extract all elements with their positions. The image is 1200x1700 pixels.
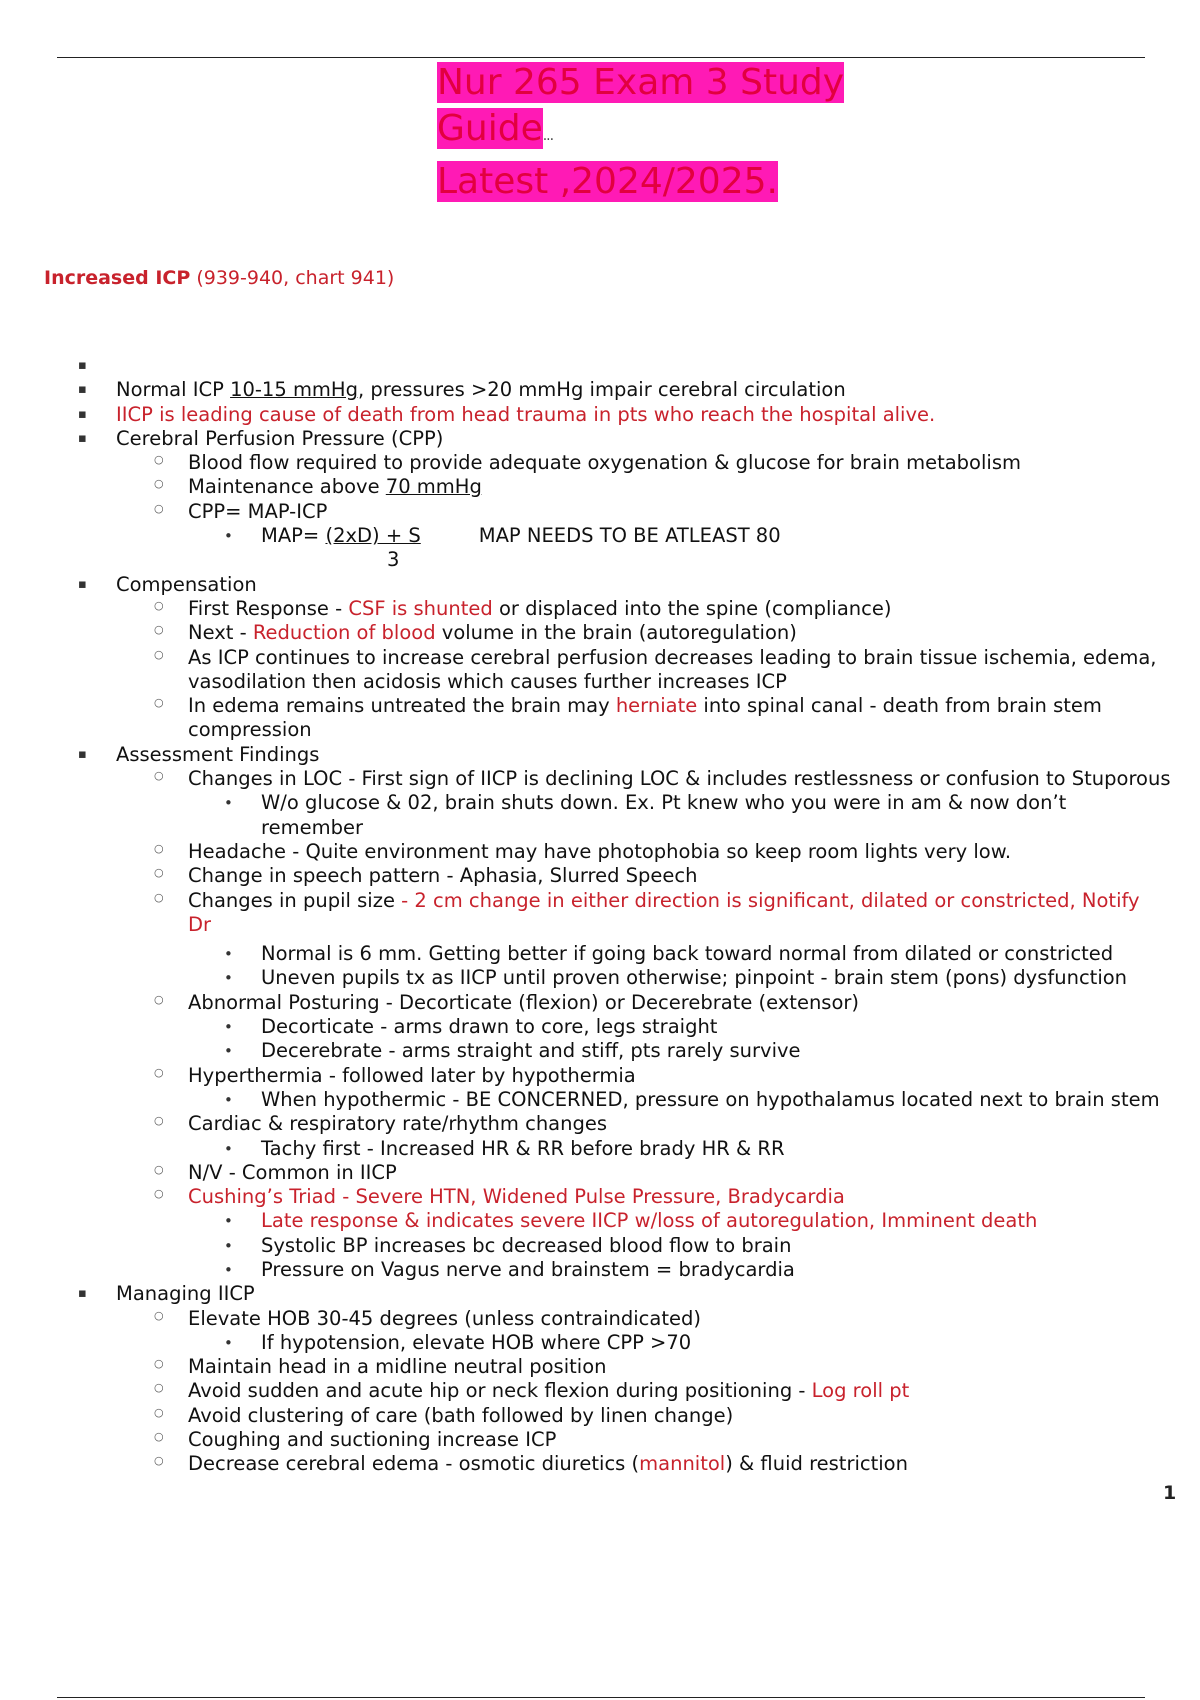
list-item: ○ Change in speech pattern - Aphasia, Slurred Speech	[0, 864, 1200, 888]
formula-denominator: 3	[387, 548, 400, 572]
list-item: ○ N/V - Common in IICP	[0, 1161, 1200, 1185]
circle-bullet-icon: ○	[154, 501, 164, 515]
list-item: ▪ IICP is leading cause of death from head trauma in pts who reach the hospital alive.	[78, 402, 936, 426]
list-item: ○ Avoid sudden and acute hip or neck flexion during positioning - Log roll pt	[0, 1379, 1200, 1403]
dot-bullet-icon: •	[224, 945, 233, 964]
list-item: ○ Cardiac & respiratory rate/rhythm changes	[0, 1112, 1200, 1136]
bullet-icon: ▪	[78, 746, 87, 762]
bottom-rule	[57, 1697, 1145, 1698]
dot-bullet-icon: •	[224, 1090, 233, 1109]
circle-bullet-icon: ○	[154, 598, 164, 612]
list-item: • Decerebrate - arms straight and stiff, pts rarely survive	[224, 1039, 801, 1063]
dot-bullet-icon: •	[224, 1139, 233, 1158]
list-item: ○ Changes in LOC - First sign of IICP is declining LOC & includes restlessness or confusion to Stuporous	[0, 767, 1200, 791]
list-item: ▪ Cerebral Perfusion Pressure (CPP)	[78, 426, 444, 450]
circle-bullet-icon: ○	[154, 1454, 164, 1468]
circle-bullet-icon: ○	[154, 1357, 164, 1371]
list-item: • MAP= (2xD) + S MAP NEEDS TO BE ATLEAST 80	[224, 524, 781, 548]
list-item-continuation: compression	[188, 718, 312, 742]
title-line-2: Latest ,2024/2025.	[437, 161, 778, 202]
list-item: ○ In edema remains untreated the brain may herniate into spinal canal - death from brain stem	[0, 694, 1200, 718]
dot-bullet-icon: •	[224, 1260, 233, 1279]
circle-bullet-icon: ○	[154, 841, 164, 855]
list-item: ○ Blood flow required to provide adequate oxygenation & glucose for brain metabolism	[0, 451, 1200, 475]
dot-bullet-icon: •	[224, 1333, 233, 1352]
circle-bullet-icon: ○	[154, 1114, 164, 1128]
circle-bullet-icon: ○	[154, 992, 164, 1006]
title-ellipsis: ...	[542, 128, 554, 144]
bullet-icon: ▪	[78, 382, 87, 398]
list-item: ○ Elevate HOB 30-45 degrees (unless contraindicated)	[0, 1307, 1200, 1331]
list-item: • Late response & indicates severe IICP w/loss of autoregulation, Imminent death	[224, 1209, 1038, 1233]
list-item: ○ Headache - Quite environment may have photophobia so keep room lights very low.	[0, 840, 1200, 864]
circle-bullet-icon: ○	[154, 769, 164, 783]
page-number: 1	[1163, 1482, 1177, 1504]
document-body	[0, 354, 1200, 1477]
list-item: • Systolic BP increases bc decreased blood flow to brain	[224, 1233, 792, 1257]
list-item: ○ Next - Reduction of blood volume in the brain (autoregulation)	[0, 621, 1200, 645]
title-line-1: Nur 265 Exam 3 Study Guide	[437, 62, 845, 149]
list-item: ▪ Assessment Findings	[78, 742, 320, 766]
list-item: ○ Decrease cerebral edema - osmotic diuretics (mannitol) & fluid restriction	[0, 1452, 1200, 1476]
list-item: • Normal is 6 mm. Getting better if going back toward normal from dilated or constricted	[224, 942, 1114, 966]
list-item: ○ First Response - CSF is shunted or displaced into the spine (compliance)	[0, 597, 1200, 621]
list-item: ○ Maintain head in a midline neutral position	[0, 1355, 1200, 1379]
list-item: ○ Changes in pupil size - 2 cm change in either direction is significant, dilated or constricted, Notify	[0, 889, 1200, 913]
list-item: ○ Abnormal Posturing - Decorticate (flexion) or Decerebrate (extensor)	[0, 991, 1200, 1015]
list-item: • Tachy first - Increased HR & RR before brady HR & RR	[224, 1136, 785, 1160]
bullet-icon: ▪	[78, 576, 87, 592]
list-item: ○ Cushing’s Triad - Severe HTN, Widened Pulse Pressure, Bradycardia	[0, 1185, 1200, 1209]
circle-bullet-icon: ○	[154, 647, 164, 661]
dot-bullet-icon: •	[224, 1236, 233, 1255]
list-item: ▪ Normal ICP 10-15 mmHg, pressures >20 mmHg impair cerebral circulation	[78, 378, 846, 402]
list-item: • Decorticate - arms drawn to core, legs straight	[224, 1015, 718, 1039]
list-item: • W/o glucose & 02, brain shuts down. Ex. Pt knew who you were in am & now don’t	[224, 791, 1067, 815]
list-item-continuation: vasodilation then acidosis which causes further increases ICP	[188, 669, 787, 693]
bullet-icon: ▪	[78, 430, 87, 446]
circle-bullet-icon: ○	[154, 1381, 164, 1395]
list-item: ▪ Compensation	[78, 572, 257, 596]
bullet-icon: ▪	[78, 1286, 87, 1302]
circle-bullet-icon: ○	[154, 890, 164, 904]
bullet-icon: ▪	[78, 358, 87, 373]
document-title	[437, 60, 957, 205]
list-item: • If hypotension, elevate HOB where CPP >70	[224, 1330, 692, 1354]
circle-bullet-icon: ○	[154, 1405, 164, 1419]
list-item: ○ Maintenance above 70 mmHg	[0, 475, 1200, 499]
dot-bullet-icon: •	[224, 1042, 233, 1061]
list-item-continuation: Dr	[188, 912, 212, 936]
circle-bullet-icon: ○	[154, 1308, 164, 1322]
list-item: ○ CPP= MAP-ICP	[0, 500, 1200, 524]
dot-bullet-icon: •	[224, 1018, 233, 1037]
circle-bullet-icon: ○	[154, 1430, 164, 1444]
dot-bullet-icon: •	[224, 969, 233, 988]
circle-bullet-icon: ○	[154, 623, 164, 637]
list-item: ○ Coughing and suctioning increase ICP	[0, 1428, 1200, 1452]
list-item: ▪ Managing IICP	[78, 1282, 255, 1306]
dot-bullet-icon: •	[224, 794, 233, 813]
heading-pages: (939-940, chart 941)	[190, 267, 395, 289]
circle-bullet-icon: ○	[154, 453, 164, 467]
circle-bullet-icon: ○	[154, 1065, 164, 1079]
circle-bullet-icon: ○	[154, 866, 164, 880]
list-item: ○ Hyperthermia - followed later by hypothermia	[0, 1064, 1200, 1088]
top-rule	[57, 57, 1145, 58]
list-item: ○ As ICP continues to increase cerebral perfusion decreases leading to brain tissue ischemia, edema,	[0, 646, 1200, 670]
dot-bullet-icon: •	[224, 527, 233, 546]
circle-bullet-icon: ○	[154, 477, 164, 491]
circle-bullet-icon: ○	[154, 1187, 164, 1201]
list-item: • Pressure on Vagus nerve and brainstem = bradycardia	[224, 1257, 795, 1281]
heading-bold: Increased ICP	[44, 267, 191, 289]
bullet-icon: ▪	[78, 406, 87, 422]
circle-bullet-icon: ○	[154, 696, 164, 710]
list-item	[0, 354, 1200, 378]
circle-bullet-icon: ○	[154, 1162, 164, 1176]
list-item: ○ Avoid clustering of care (bath followed by linen change)	[0, 1404, 1200, 1428]
list-item: • Uneven pupils tx as IICP until proven otherwise; pinpoint - brain stem (pons) dysfunction	[224, 966, 1128, 990]
section-heading	[44, 267, 394, 289]
list-item: • When hypothermic - BE CONCERNED, pressure on hypothalamus located next to brain stem	[224, 1087, 1160, 1111]
dot-bullet-icon: •	[224, 1212, 233, 1231]
list-item-continuation: remember	[261, 815, 363, 839]
